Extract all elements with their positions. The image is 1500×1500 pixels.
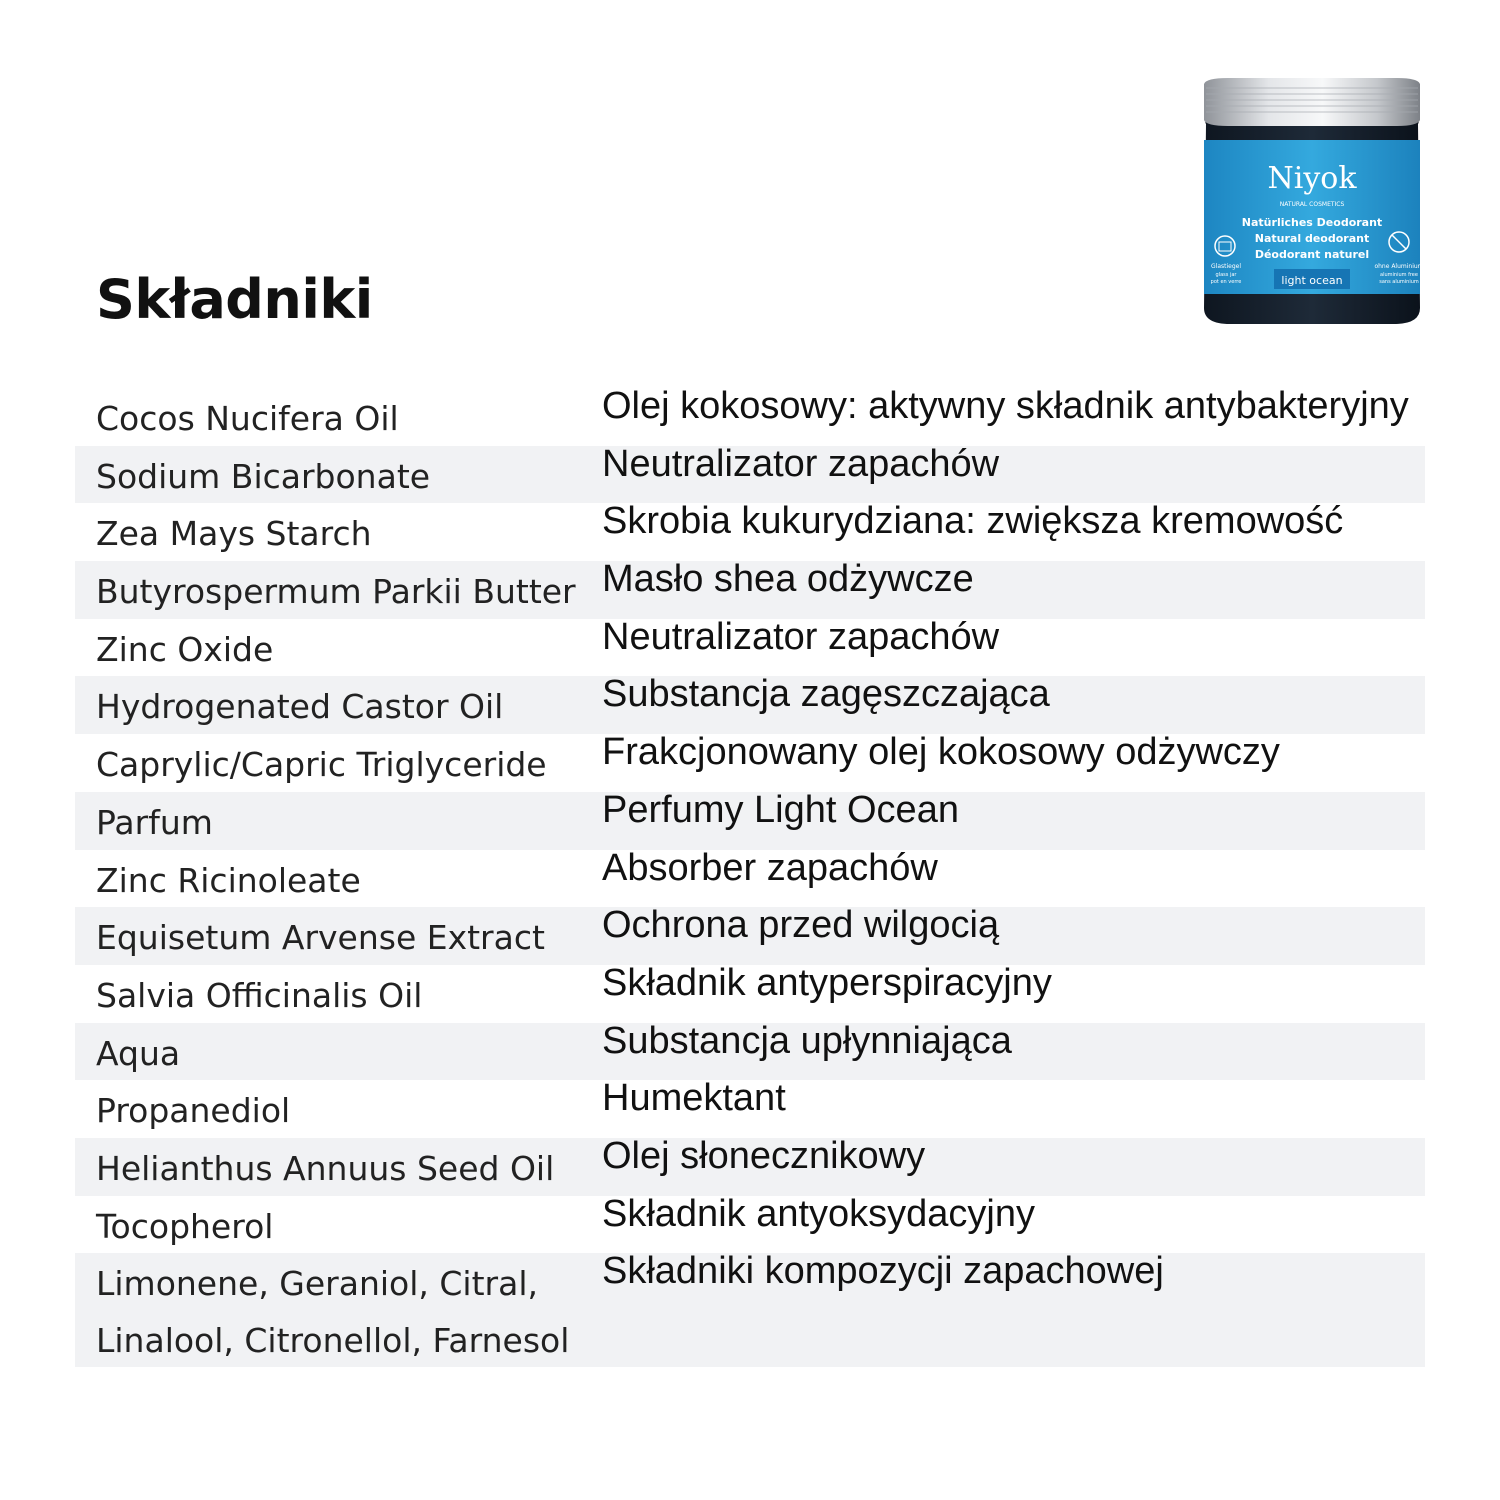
- table-row: [75, 961, 1425, 1023]
- product-brand: Niyok: [1267, 161, 1357, 196]
- table-row: [75, 1077, 1425, 1138]
- ingredient-description: Neutralizator zapachów: [602, 442, 1000, 485]
- ingredient-description: Substancja upłynniająca: [602, 1019, 1012, 1062]
- ingredient-inci: Salvia Officinalis Oil: [96, 975, 423, 1015]
- ingredient-description: Masło shea odżywcze: [602, 558, 974, 601]
- ingredient-inci: Aqua: [96, 1033, 181, 1073]
- table-row: [75, 1019, 1425, 1081]
- table-row: [75, 385, 1425, 446]
- ingredient-inci: Propanediol: [96, 1091, 291, 1131]
- table-row: [75, 558, 1425, 619]
- table-row: [75, 673, 1425, 734]
- left-badge-2: glass jar: [1215, 272, 1237, 278]
- ingredient-inci: Caprylic/Capric Triglyceride: [96, 745, 547, 785]
- table-row: [75, 1192, 1425, 1254]
- ingredient-description: Skrobia kukurydziana: zwiększa kremowość: [602, 500, 1344, 543]
- ingredient-description: Ochrona przed wilgocią: [602, 904, 1000, 947]
- ingredient-description: Składnik antyperspiracyjny: [602, 961, 1052, 1004]
- ingredient-description: Frakcjonowany olej kokosowy odżywczy: [602, 731, 1280, 774]
- ingredient-description: Składnik antyoksydacyjny: [602, 1192, 1035, 1235]
- right-badge-2: aluminium free: [1380, 272, 1418, 278]
- left-badge-1: Glastiegel: [1211, 263, 1241, 270]
- table-row: [75, 846, 1425, 908]
- product-variant: light ocean: [1281, 274, 1343, 287]
- ingredient-description: Humektant: [602, 1077, 786, 1120]
- ingredient-description: Olej słonecznikowy: [602, 1134, 926, 1177]
- table-row: [75, 615, 1425, 677]
- ingredient-inci: Hydrogenated Castor Oil: [96, 687, 504, 727]
- ingredient-description: Olej kokosowy: aktywny składnik antybakteryjny: [602, 385, 1409, 427]
- ingredient-inci: Limonene, Geraniol, Citral, Linalool, Citronellol, Farnesol: [96, 1264, 570, 1361]
- page-title: Składniki: [96, 268, 373, 331]
- ingredient-description: Składniki kompozycji zapachowej: [602, 1250, 1164, 1293]
- table-row: [75, 731, 1425, 792]
- ingredient-inci: Cocos Nucifera Oil: [96, 399, 399, 438]
- table-row: [75, 1250, 1425, 1367]
- product-jar-image: [1198, 76, 1426, 326]
- product-line-de: Natürliches Deodorant: [1241, 216, 1383, 229]
- table-row: [75, 788, 1425, 850]
- ingredient-inci: Zinc Oxide: [96, 629, 274, 669]
- table-row: [75, 442, 1425, 504]
- ingredient-inci: Sodium Bicarbonate: [96, 456, 431, 496]
- ingredient-inci: Parfum: [96, 802, 213, 842]
- ingredient-description: Perfumy Light Ocean: [602, 788, 959, 831]
- ingredient-inci: Equisetum Arvense Extract: [96, 918, 545, 958]
- ingredient-description: Absorber zapachów: [602, 846, 938, 889]
- ingredient-description: Substancja zagęszczająca: [602, 673, 1050, 716]
- ingredient-inci: Butyrospermum Parkii Butter: [96, 572, 576, 612]
- ingredient-inci: Zea Mays Starch: [96, 514, 372, 554]
- ingredient-inci: Zinc Ricinoleate: [96, 860, 361, 900]
- table-row: [75, 500, 1425, 561]
- ingredient-inci: Helianthus Annuus Seed Oil: [96, 1148, 555, 1188]
- table-row: [75, 1134, 1425, 1196]
- product-line-en: Natural deodorant: [1254, 232, 1370, 245]
- left-badge-3: pot en verre: [1210, 279, 1242, 285]
- ingredient-inci: Tocopherol: [96, 1206, 274, 1246]
- right-badge-1: ohne Aluminium: [1374, 263, 1424, 270]
- product-line-fr: Déodorant naturel: [1254, 248, 1370, 261]
- ingredients-table: [75, 385, 1425, 1367]
- right-badge-3: sans aluminium: [1379, 279, 1419, 285]
- ingredient-description: Neutralizator zapachów: [602, 615, 1000, 658]
- table-row: [75, 904, 1425, 965]
- jar-lid: [1204, 78, 1420, 126]
- product-brand-sub: NATURAL COSMETICS: [1279, 201, 1345, 208]
